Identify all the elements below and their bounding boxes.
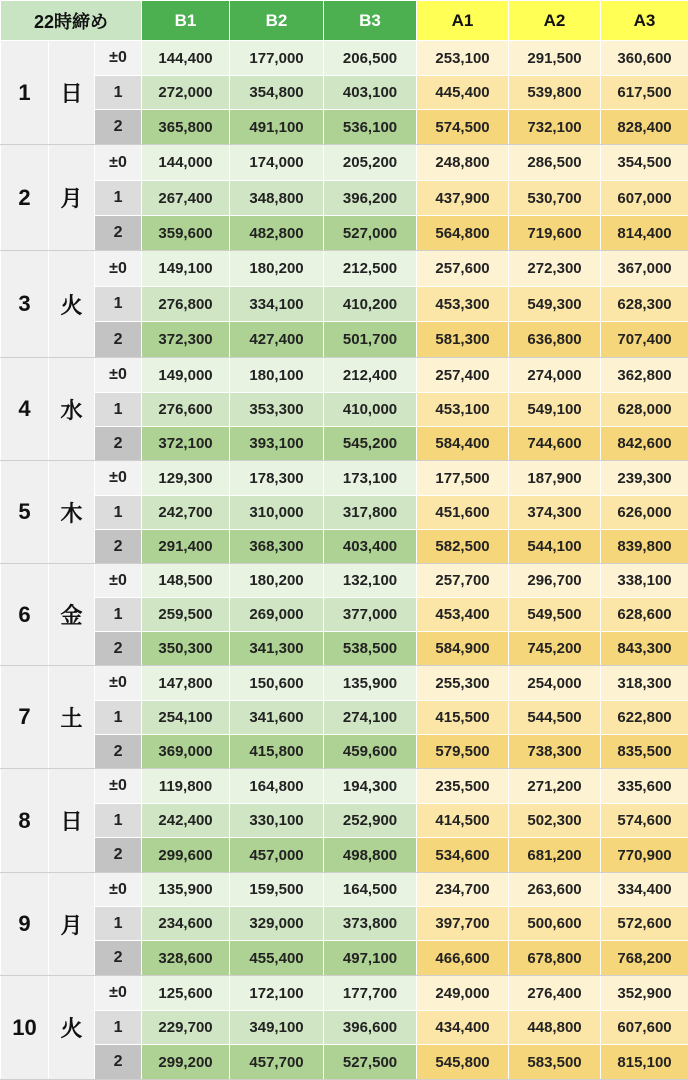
table-row <box>1 666 688 701</box>
price-cell-b1: 372,100 <box>142 427 230 461</box>
price-cell-a1: 564,800 <box>417 216 509 251</box>
table-row <box>1 976 688 1011</box>
price-cell-b2: 334,100 <box>230 287 324 322</box>
price-cell-b1: 299,200 <box>142 1045 230 1080</box>
price-cell-b2: 174,000 <box>230 145 324 181</box>
price-cell-b1: 276,800 <box>142 287 230 322</box>
price-cell-a2: 681,200 <box>509 838 601 873</box>
price-cell-b2: 164,800 <box>230 769 324 804</box>
level-label: 1 <box>95 598 142 632</box>
price-cell-a1: 253,100 <box>417 41 509 76</box>
price-cell-b1: 148,500 <box>142 564 230 598</box>
price-cell-b3: 403,100 <box>324 76 417 110</box>
price-cell-b3: 527,500 <box>324 1045 417 1080</box>
price-cell-b1: 119,800 <box>142 769 230 804</box>
price-cell-b2: 491,100 <box>230 110 324 145</box>
level-label: 1 <box>95 804 142 838</box>
level-label: 1 <box>95 76 142 110</box>
table-row <box>1 287 688 322</box>
price-cell-b3: 135,900 <box>324 666 417 701</box>
price-cell-b3: 194,300 <box>324 769 417 804</box>
price-cell-b1: 276,600 <box>142 393 230 427</box>
price-cell-b1: 372,300 <box>142 322 230 358</box>
price-cell-b1: 254,100 <box>142 701 230 735</box>
price-cell-a3: 334,400 <box>601 873 688 907</box>
price-cell-a1: 234,700 <box>417 873 509 907</box>
column-header-b2: B2 <box>230 1 324 41</box>
price-cell-a2: 296,700 <box>509 564 601 598</box>
price-cell-b1: 272,000 <box>142 76 230 110</box>
price-cell-b2: 177,000 <box>230 41 324 76</box>
price-cell-a1: 574,500 <box>417 110 509 145</box>
price-cell-a3: 839,800 <box>601 530 688 564</box>
table-row <box>1 907 688 941</box>
price-cell-a2: 374,300 <box>509 496 601 530</box>
price-cell-b2: 269,000 <box>230 598 324 632</box>
table-row <box>1 838 688 873</box>
price-cell-a3: 338,100 <box>601 564 688 598</box>
day-number: 6 <box>1 564 49 666</box>
price-cell-b2: 341,600 <box>230 701 324 735</box>
level-label: 1 <box>95 287 142 322</box>
price-cell-a3: 607,000 <box>601 181 688 216</box>
price-cell-b1: 135,900 <box>142 873 230 907</box>
level-label: 2 <box>95 427 142 461</box>
price-cell-b3: 274,100 <box>324 701 417 735</box>
header-row <box>1 1 688 41</box>
day-number: 4 <box>1 358 49 461</box>
price-cell-b2: 354,800 <box>230 76 324 110</box>
table-row <box>1 598 688 632</box>
level-label: ±0 <box>95 873 142 907</box>
price-cell-a2: 291,500 <box>509 41 601 76</box>
price-cell-b3: 373,800 <box>324 907 417 941</box>
price-cell-b2: 393,100 <box>230 427 324 461</box>
price-cell-b3: 205,200 <box>324 145 417 181</box>
price-cell-b3: 536,100 <box>324 110 417 145</box>
table-row <box>1 769 688 804</box>
day-number: 1 <box>1 41 49 145</box>
table-title: 22時締め <box>1 1 142 41</box>
price-cell-b2: 415,800 <box>230 735 324 769</box>
table-row <box>1 251 688 287</box>
price-cell-a3: 828,400 <box>601 110 688 145</box>
price-cell-a1: 534,600 <box>417 838 509 873</box>
price-cell-b3: 132,100 <box>324 564 417 598</box>
day-weekday: 火 <box>49 251 95 358</box>
table-row <box>1 735 688 769</box>
price-cell-a1: 255,300 <box>417 666 509 701</box>
level-label: 1 <box>95 496 142 530</box>
table-row <box>1 941 688 976</box>
price-cell-b2: 180,200 <box>230 564 324 598</box>
level-label: 2 <box>95 941 142 976</box>
price-cell-a3: 354,500 <box>601 145 688 181</box>
price-cell-a2: 530,700 <box>509 181 601 216</box>
day-number: 3 <box>1 251 49 358</box>
price-cell-a1: 545,800 <box>417 1045 509 1080</box>
price-cell-b2: 455,400 <box>230 941 324 976</box>
day-weekday: 木 <box>49 461 95 564</box>
level-label: 1 <box>95 181 142 216</box>
table-row <box>1 564 688 598</box>
price-cell-b3: 212,500 <box>324 251 417 287</box>
level-label: ±0 <box>95 251 142 287</box>
column-header-b3: B3 <box>324 1 417 41</box>
day-weekday: 火 <box>49 976 95 1080</box>
price-cell-a2: 732,100 <box>509 110 601 145</box>
day-number: 5 <box>1 461 49 564</box>
price-cell-a3: 628,600 <box>601 598 688 632</box>
price-cell-a1: 453,100 <box>417 393 509 427</box>
price-cell-b2: 427,400 <box>230 322 324 358</box>
table-row <box>1 216 688 251</box>
price-cell-a2: 187,900 <box>509 461 601 496</box>
price-cell-a3: 628,000 <box>601 393 688 427</box>
price-cell-a3: 239,300 <box>601 461 688 496</box>
level-label: 2 <box>95 216 142 251</box>
level-label: 2 <box>95 735 142 769</box>
price-cell-a2: 448,800 <box>509 1011 601 1045</box>
level-label: 1 <box>95 393 142 427</box>
price-cell-b1: 359,600 <box>142 216 230 251</box>
price-cell-b1: 242,400 <box>142 804 230 838</box>
table-row <box>1 76 688 110</box>
price-cell-b2: 349,100 <box>230 1011 324 1045</box>
price-cell-b1: 144,400 <box>142 41 230 76</box>
price-cell-b1: 365,800 <box>142 110 230 145</box>
table-row <box>1 804 688 838</box>
level-label: 2 <box>95 632 142 666</box>
price-cell-a3: 768,200 <box>601 941 688 976</box>
level-label: ±0 <box>95 564 142 598</box>
price-cell-b2: 172,100 <box>230 976 324 1011</box>
day-weekday: 水 <box>49 358 95 461</box>
table-row <box>1 181 688 216</box>
price-cell-b2: 310,000 <box>230 496 324 530</box>
table-row <box>1 496 688 530</box>
price-cell-b1: 259,500 <box>142 598 230 632</box>
price-cell-a1: 414,500 <box>417 804 509 838</box>
price-cell-b3: 377,000 <box>324 598 417 632</box>
price-cell-a1: 249,000 <box>417 976 509 1011</box>
price-cell-b1: 149,100 <box>142 251 230 287</box>
price-cell-a1: 445,400 <box>417 76 509 110</box>
price-cell-a2: 286,500 <box>509 145 601 181</box>
price-cell-b3: 498,800 <box>324 838 417 873</box>
price-cell-a3: 574,600 <box>601 804 688 838</box>
price-cell-b1: 328,600 <box>142 941 230 976</box>
price-cell-b2: 368,300 <box>230 530 324 564</box>
price-cell-a2: 549,300 <box>509 287 601 322</box>
price-cell-b1: 147,800 <box>142 666 230 701</box>
table-row <box>1 358 688 393</box>
level-label: ±0 <box>95 769 142 804</box>
price-cell-b2: 348,800 <box>230 181 324 216</box>
price-cell-b2: 178,300 <box>230 461 324 496</box>
price-cell-b3: 410,200 <box>324 287 417 322</box>
price-cell-a3: 814,400 <box>601 216 688 251</box>
price-cell-b3: 396,200 <box>324 181 417 216</box>
price-cell-a3: 843,300 <box>601 632 688 666</box>
table-row <box>1 530 688 564</box>
price-cell-b3: 173,100 <box>324 461 417 496</box>
price-cell-a3: 318,300 <box>601 666 688 701</box>
level-label: 1 <box>95 701 142 735</box>
price-cell-b3: 212,400 <box>324 358 417 393</box>
price-cell-a2: 549,500 <box>509 598 601 632</box>
price-cell-a3: 572,600 <box>601 907 688 941</box>
table-row <box>1 393 688 427</box>
price-cell-a2: 254,000 <box>509 666 601 701</box>
price-cell-a1: 415,500 <box>417 701 509 735</box>
price-cell-b2: 180,100 <box>230 358 324 393</box>
price-cell-a3: 842,600 <box>601 427 688 461</box>
level-label: 1 <box>95 907 142 941</box>
price-cell-b3: 545,200 <box>324 427 417 461</box>
price-cell-a2: 274,000 <box>509 358 601 393</box>
price-cell-b1: 242,700 <box>142 496 230 530</box>
column-header-a3: A3 <box>601 1 688 41</box>
price-cell-b2: 341,300 <box>230 632 324 666</box>
table-row <box>1 322 688 358</box>
price-cell-a2: 502,300 <box>509 804 601 838</box>
price-cell-a2: 744,600 <box>509 427 601 461</box>
day-number: 8 <box>1 769 49 873</box>
day-weekday: 月 <box>49 145 95 251</box>
level-label: ±0 <box>95 358 142 393</box>
price-cell-b2: 353,300 <box>230 393 324 427</box>
price-cell-a3: 360,600 <box>601 41 688 76</box>
price-cell-a2: 544,100 <box>509 530 601 564</box>
price-cell-a2: 719,600 <box>509 216 601 251</box>
price-cell-a2: 272,300 <box>509 251 601 287</box>
price-cell-b3: 410,000 <box>324 393 417 427</box>
price-cell-b2: 150,600 <box>230 666 324 701</box>
price-cell-a3: 835,500 <box>601 735 688 769</box>
price-cell-a1: 177,500 <box>417 461 509 496</box>
price-cell-a2: 544,500 <box>509 701 601 735</box>
price-cell-a1: 434,400 <box>417 1011 509 1045</box>
level-label: ±0 <box>95 41 142 76</box>
price-cell-b3: 538,500 <box>324 632 417 666</box>
price-cell-a1: 584,400 <box>417 427 509 461</box>
price-cell-a1: 582,500 <box>417 530 509 564</box>
table-row <box>1 1045 688 1080</box>
price-cell-b3: 252,900 <box>324 804 417 838</box>
table-body <box>1 41 688 1080</box>
price-cell-b1: 129,300 <box>142 461 230 496</box>
price-cell-b1: 125,600 <box>142 976 230 1011</box>
price-cell-a2: 738,300 <box>509 735 601 769</box>
level-label: ±0 <box>95 976 142 1011</box>
level-label: ±0 <box>95 461 142 496</box>
price-cell-b3: 396,600 <box>324 1011 417 1045</box>
price-cell-a2: 500,600 <box>509 907 601 941</box>
level-label: 2 <box>95 322 142 358</box>
price-cell-a1: 235,500 <box>417 769 509 804</box>
price-cell-b1: 144,000 <box>142 145 230 181</box>
price-cell-a1: 257,700 <box>417 564 509 598</box>
price-cell-a1: 451,600 <box>417 496 509 530</box>
price-cell-a1: 437,900 <box>417 181 509 216</box>
day-number: 9 <box>1 873 49 976</box>
price-cell-a3: 815,100 <box>601 1045 688 1080</box>
price-cell-b1: 229,700 <box>142 1011 230 1045</box>
price-cell-a1: 453,400 <box>417 598 509 632</box>
price-cell-a3: 607,600 <box>601 1011 688 1045</box>
table-row <box>1 873 688 907</box>
price-cell-b3: 403,400 <box>324 530 417 564</box>
price-cell-b1: 234,600 <box>142 907 230 941</box>
day-number: 7 <box>1 666 49 769</box>
table-row <box>1 701 688 735</box>
level-label: 2 <box>95 110 142 145</box>
day-weekday: 日 <box>49 41 95 145</box>
level-label: ±0 <box>95 666 142 701</box>
table-row <box>1 632 688 666</box>
price-cell-b3: 459,600 <box>324 735 417 769</box>
price-cell-a1: 257,600 <box>417 251 509 287</box>
price-cell-a2: 539,800 <box>509 76 601 110</box>
price-cell-b2: 180,200 <box>230 251 324 287</box>
price-cell-a1: 584,900 <box>417 632 509 666</box>
day-number: 10 <box>1 976 49 1080</box>
price-cell-b2: 329,000 <box>230 907 324 941</box>
column-header-b1: B1 <box>142 1 230 41</box>
level-label: ±0 <box>95 145 142 181</box>
price-cell-b3: 206,500 <box>324 41 417 76</box>
price-cell-a1: 397,700 <box>417 907 509 941</box>
day-weekday: 月 <box>49 873 95 976</box>
price-cell-b1: 291,400 <box>142 530 230 564</box>
price-cell-a2: 549,100 <box>509 393 601 427</box>
price-cell-b3: 177,700 <box>324 976 417 1011</box>
price-cell-a2: 678,800 <box>509 941 601 976</box>
price-cell-b1: 350,300 <box>142 632 230 666</box>
price-cell-a3: 362,800 <box>601 358 688 393</box>
price-cell-a1: 453,300 <box>417 287 509 322</box>
level-label: 1 <box>95 1011 142 1045</box>
price-cell-b2: 159,500 <box>230 873 324 907</box>
table-row <box>1 110 688 145</box>
price-cell-b2: 457,700 <box>230 1045 324 1080</box>
price-cell-a3: 622,800 <box>601 701 688 735</box>
price-cell-a3: 628,300 <box>601 287 688 322</box>
price-cell-b2: 482,800 <box>230 216 324 251</box>
price-cell-a1: 257,400 <box>417 358 509 393</box>
price-cell-a3: 770,900 <box>601 838 688 873</box>
column-header-a1: A1 <box>417 1 509 41</box>
price-cell-a2: 276,400 <box>509 976 601 1011</box>
day-weekday: 土 <box>49 666 95 769</box>
price-cell-a1: 581,300 <box>417 322 509 358</box>
price-cell-a1: 466,600 <box>417 941 509 976</box>
price-cell-a1: 248,800 <box>417 145 509 181</box>
price-cell-a3: 617,500 <box>601 76 688 110</box>
price-cell-a3: 335,600 <box>601 769 688 804</box>
price-cell-b1: 267,400 <box>142 181 230 216</box>
price-cell-b1: 299,600 <box>142 838 230 873</box>
level-label: 2 <box>95 838 142 873</box>
price-cell-a2: 636,800 <box>509 322 601 358</box>
table-row <box>1 145 688 181</box>
price-cell-b1: 369,000 <box>142 735 230 769</box>
price-cell-b3: 317,800 <box>324 496 417 530</box>
price-cell-a2: 263,600 <box>509 873 601 907</box>
column-header-a2: A2 <box>509 1 601 41</box>
level-label: 2 <box>95 1045 142 1080</box>
table-row <box>1 461 688 496</box>
price-cell-b3: 527,000 <box>324 216 417 251</box>
price-cell-b3: 164,500 <box>324 873 417 907</box>
price-cell-b2: 457,000 <box>230 838 324 873</box>
day-number: 2 <box>1 145 49 251</box>
price-cell-b2: 330,100 <box>230 804 324 838</box>
price-cell-b1: 149,000 <box>142 358 230 393</box>
table-row <box>1 41 688 76</box>
price-cell-b3: 501,700 <box>324 322 417 358</box>
day-weekday: 日 <box>49 769 95 873</box>
table-row <box>1 1011 688 1045</box>
price-cell-b3: 497,100 <box>324 941 417 976</box>
price-cell-a3: 352,900 <box>601 976 688 1011</box>
price-cell-a2: 745,200 <box>509 632 601 666</box>
price-cell-a3: 707,400 <box>601 322 688 358</box>
price-cell-a1: 579,500 <box>417 735 509 769</box>
level-label: 2 <box>95 530 142 564</box>
table-row <box>1 427 688 461</box>
price-cell-a2: 583,500 <box>509 1045 601 1080</box>
price-cell-a2: 271,200 <box>509 769 601 804</box>
price-cell-a3: 626,000 <box>601 496 688 530</box>
day-weekday: 金 <box>49 564 95 666</box>
price-cell-a3: 367,000 <box>601 251 688 287</box>
